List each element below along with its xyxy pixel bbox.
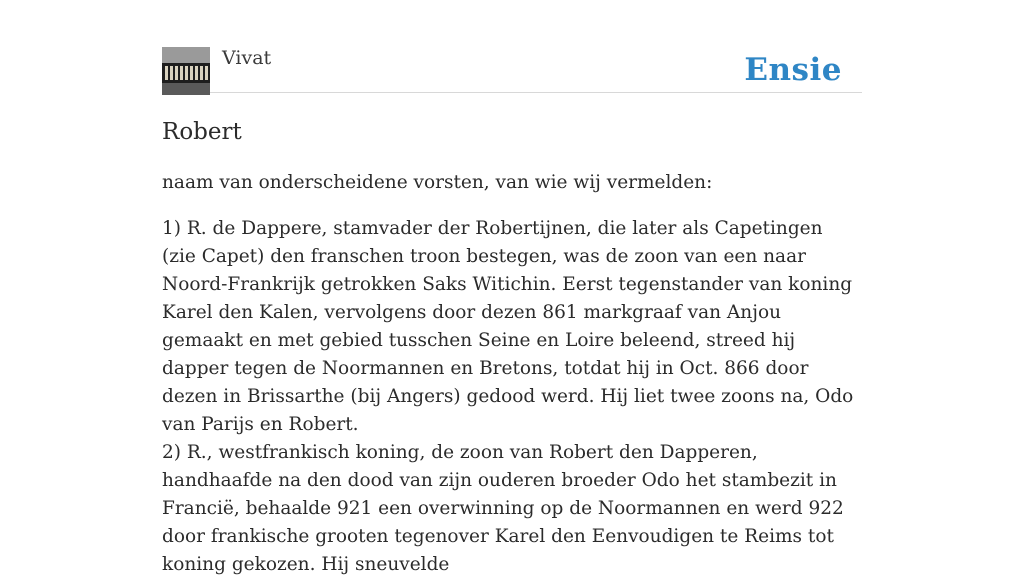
typewriter-keys-avatar-icon	[162, 47, 210, 95]
article-body	[162, 215, 862, 579]
brand-logo[interactable]: Ensie	[744, 52, 842, 88]
article-header	[162, 0, 862, 93]
article-paragraph: 2) R., westfrankisch koning, de zoon van Robert den Dapperen, handhaafde na den dood van zijn ouderen broeder Odo het stambezit in Francië, behaalde 921 een overwinning op de Noormannen en werd 922 door frankische grooten tegenover Karel den Eenvoudigen te Reims tot koning gekozen. Hij sneuvelde	[162, 442, 844, 575]
author-name[interactable]: Vivat	[222, 47, 272, 69]
article-title: Robert	[162, 119, 242, 145]
article-intro: naam van onderscheidene vorsten, van wie wij vermelden:	[162, 172, 713, 193]
article-paragraph: 1) R. de Dappere, stamvader der Robertijnen, die later als Capetingen (zie Capet) den franschen troon bestegen, was de zoon van een naar Noord-Frankrijk getrokken Saks Witichin. Eerst tegenstander van koning Karel den Kalen, vervolgens door dezen 861 markgraaf van Anjou gemaakt en met gebied tusschen Seine en Loire beleend, streed hij dapper tegen de Noormannen en Bretons, totdat hij in Oct. 866 door dezen in Brissarthe (bij Angers) gedood werd. Hij liet twee zoons na, Odo van Parijs en Robert.	[162, 218, 854, 435]
article-page	[162, 0, 862, 575]
author-avatar[interactable]	[162, 47, 210, 95]
